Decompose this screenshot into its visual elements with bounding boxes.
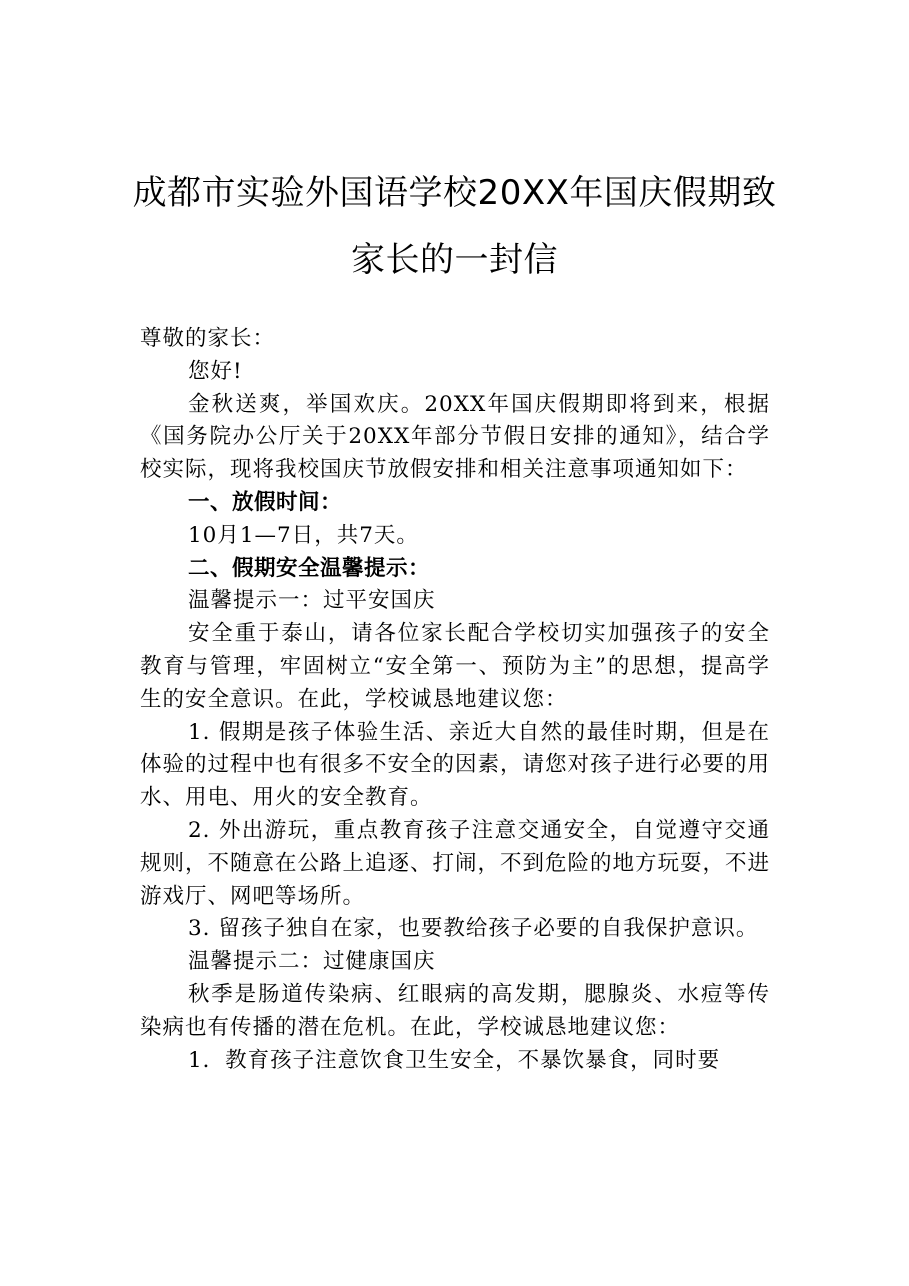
letter-body	[140, 323, 770, 1077]
section-heading-safety-tips: 二、假期安全温馨提示：	[188, 555, 431, 581]
tip-two-item-1: 1．教育孩子注意饮食卫生安全，不暴饮暴食，同时要	[188, 1047, 721, 1073]
tip-one-item-3: 3. 留孩子独自在家，也要教给孩子必要的自我保护意识。	[188, 916, 759, 942]
tip-one-paragraph: 安全重于泰山，请各位家长配合学校切实加强孩子的安全教育与管理，牢固树立“安全第一、预防为主”的思想，提高学生的安全意识。在此，学校诚恳地建议您：	[140, 621, 770, 712]
tip-two-heading: 温馨提示二：过健康国庆	[188, 949, 436, 975]
tip-one-heading: 温馨提示一：过平安国庆	[188, 588, 436, 614]
tip-one-item-1: 1. 假期是孩子体验生活、亲近大自然的最佳时期，但是在体验的过程中也有很多不安全的因素，请您对孩子进行必要的用水、用电、用火的安全教育。	[140, 719, 771, 811]
salutation: 尊敬的家长：	[140, 326, 276, 351]
section-heading-holiday-time: 一、放假时间：	[188, 489, 343, 515]
document-title-line-2: 家长的一封信	[351, 240, 558, 280]
tip-two-paragraph: 秋季是肠道传染病、红眼病的高发期，腮腺炎、水痘等传染病也有传播的潜在危机。在此，学校诚恳地建议您：	[140, 981, 770, 1040]
tip-one-item-2: 2. 外出游玩，重点教育孩子注意交通安全，自觉遵守交通规则，不随意在公路上追逐、打闹，不到危险的地方玩耍，不进游戏厅、网吧等场所。	[140, 817, 771, 909]
greeting: 您好!	[188, 358, 243, 384]
document-title-line-1: 成都市实验外国语学校20XX年国庆假期致	[132, 173, 777, 213]
holiday-dates: 10月1—7日，共7天。	[188, 522, 419, 548]
intro-paragraph: 金秋送爽，举国欢庆。20XX年国庆假期即将到来，根据《国务院办公厅关于20XX年部分节假日安排的通知》，结合学校实际，现将我校国庆节放假安排和相关注意事项通知如下：	[140, 391, 770, 483]
